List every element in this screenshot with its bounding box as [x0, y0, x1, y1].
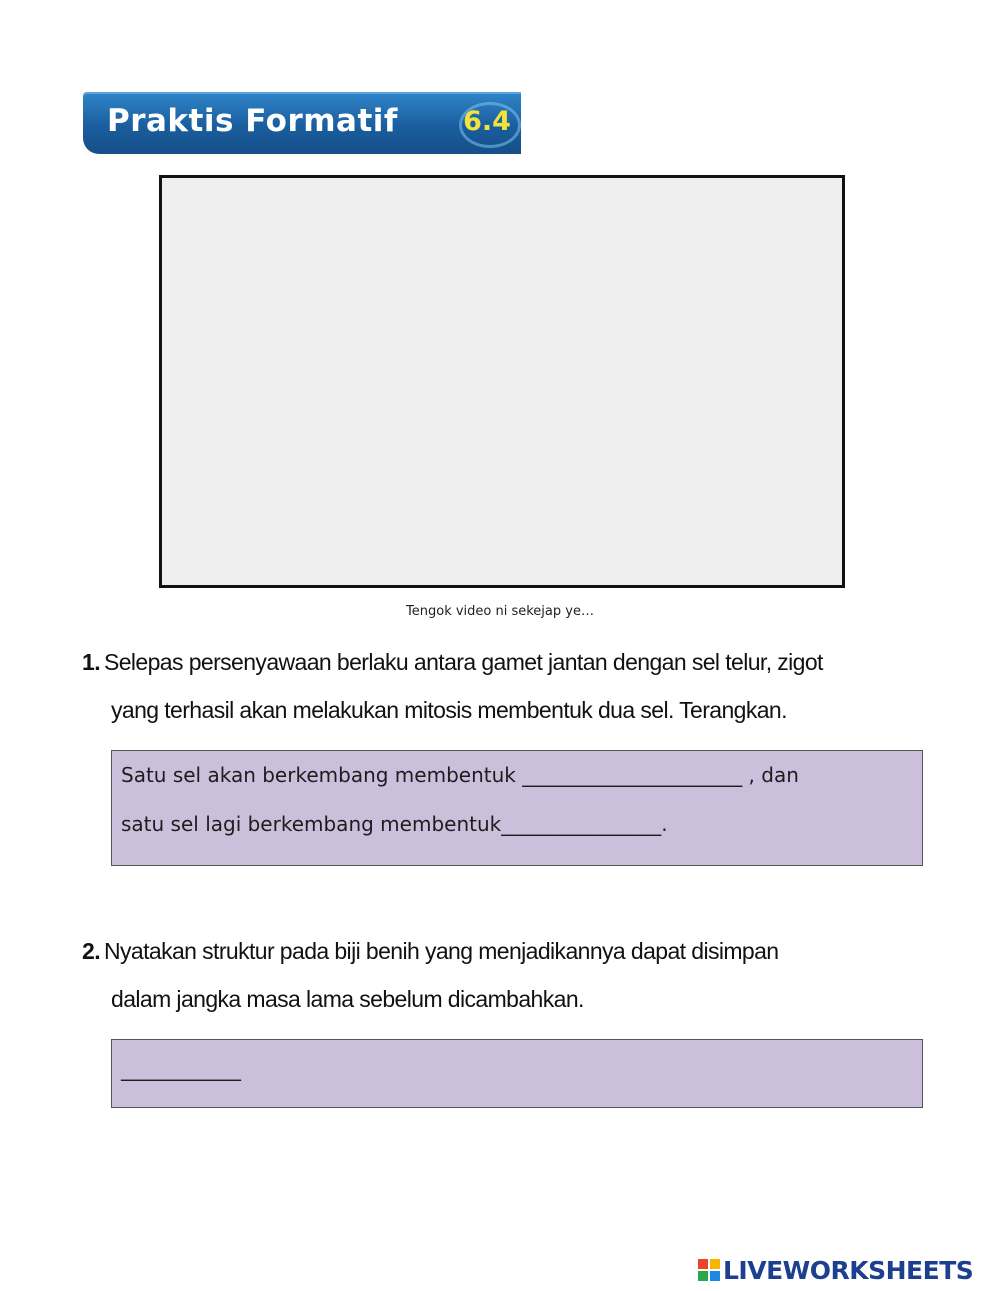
answer-2-line1[interactable]: ____________: [121, 1057, 241, 1081]
question-1-text-line2: yang terhasil akan melakukan mitosis membentuk dua sel. Terangkan.: [111, 697, 787, 723]
video-player[interactable]: [159, 175, 845, 588]
answer-1-line2[interactable]: satu sel lagi berkembang membentuk________________.: [121, 812, 668, 836]
question-2-text-line2: dalam jangka masa lama sebelum dicambahkan.: [111, 986, 584, 1012]
banner-title: Praktis Formatif: [107, 103, 398, 139]
logo-block: [698, 1271, 708, 1281]
question-2-number: 2.: [82, 938, 100, 964]
liveworksheets-logo: [698, 1255, 973, 1285]
logo-blocks-icon: [698, 1259, 720, 1281]
answer-box-1[interactable]: [111, 750, 923, 866]
logo-text: LIVEWORKSHEETS: [723, 1255, 974, 1285]
logo-block: [710, 1271, 720, 1281]
question-1-text-line1: Selepas persenyawaan berlaku antara gamet jantan dengan sel telur, zigot: [103, 649, 823, 675]
answer-box-2[interactable]: [111, 1039, 923, 1108]
answer-1-line1[interactable]: Satu sel akan berkembang membentuk ______________________ , dan: [121, 763, 799, 787]
question-2: [82, 927, 779, 1023]
question-2-text-line1: Nyatakan struktur pada biji benih yang menjadikannya dapat disimpan: [103, 938, 779, 964]
question-1-number: 1.: [82, 649, 100, 675]
logo-block: [698, 1259, 708, 1269]
banner-number: 6.4: [457, 100, 517, 144]
question-1: [82, 638, 823, 734]
section-banner: [83, 92, 521, 154]
logo-block: [710, 1259, 720, 1269]
video-caption: Tengok video ni sekejap ye…: [406, 604, 594, 619]
